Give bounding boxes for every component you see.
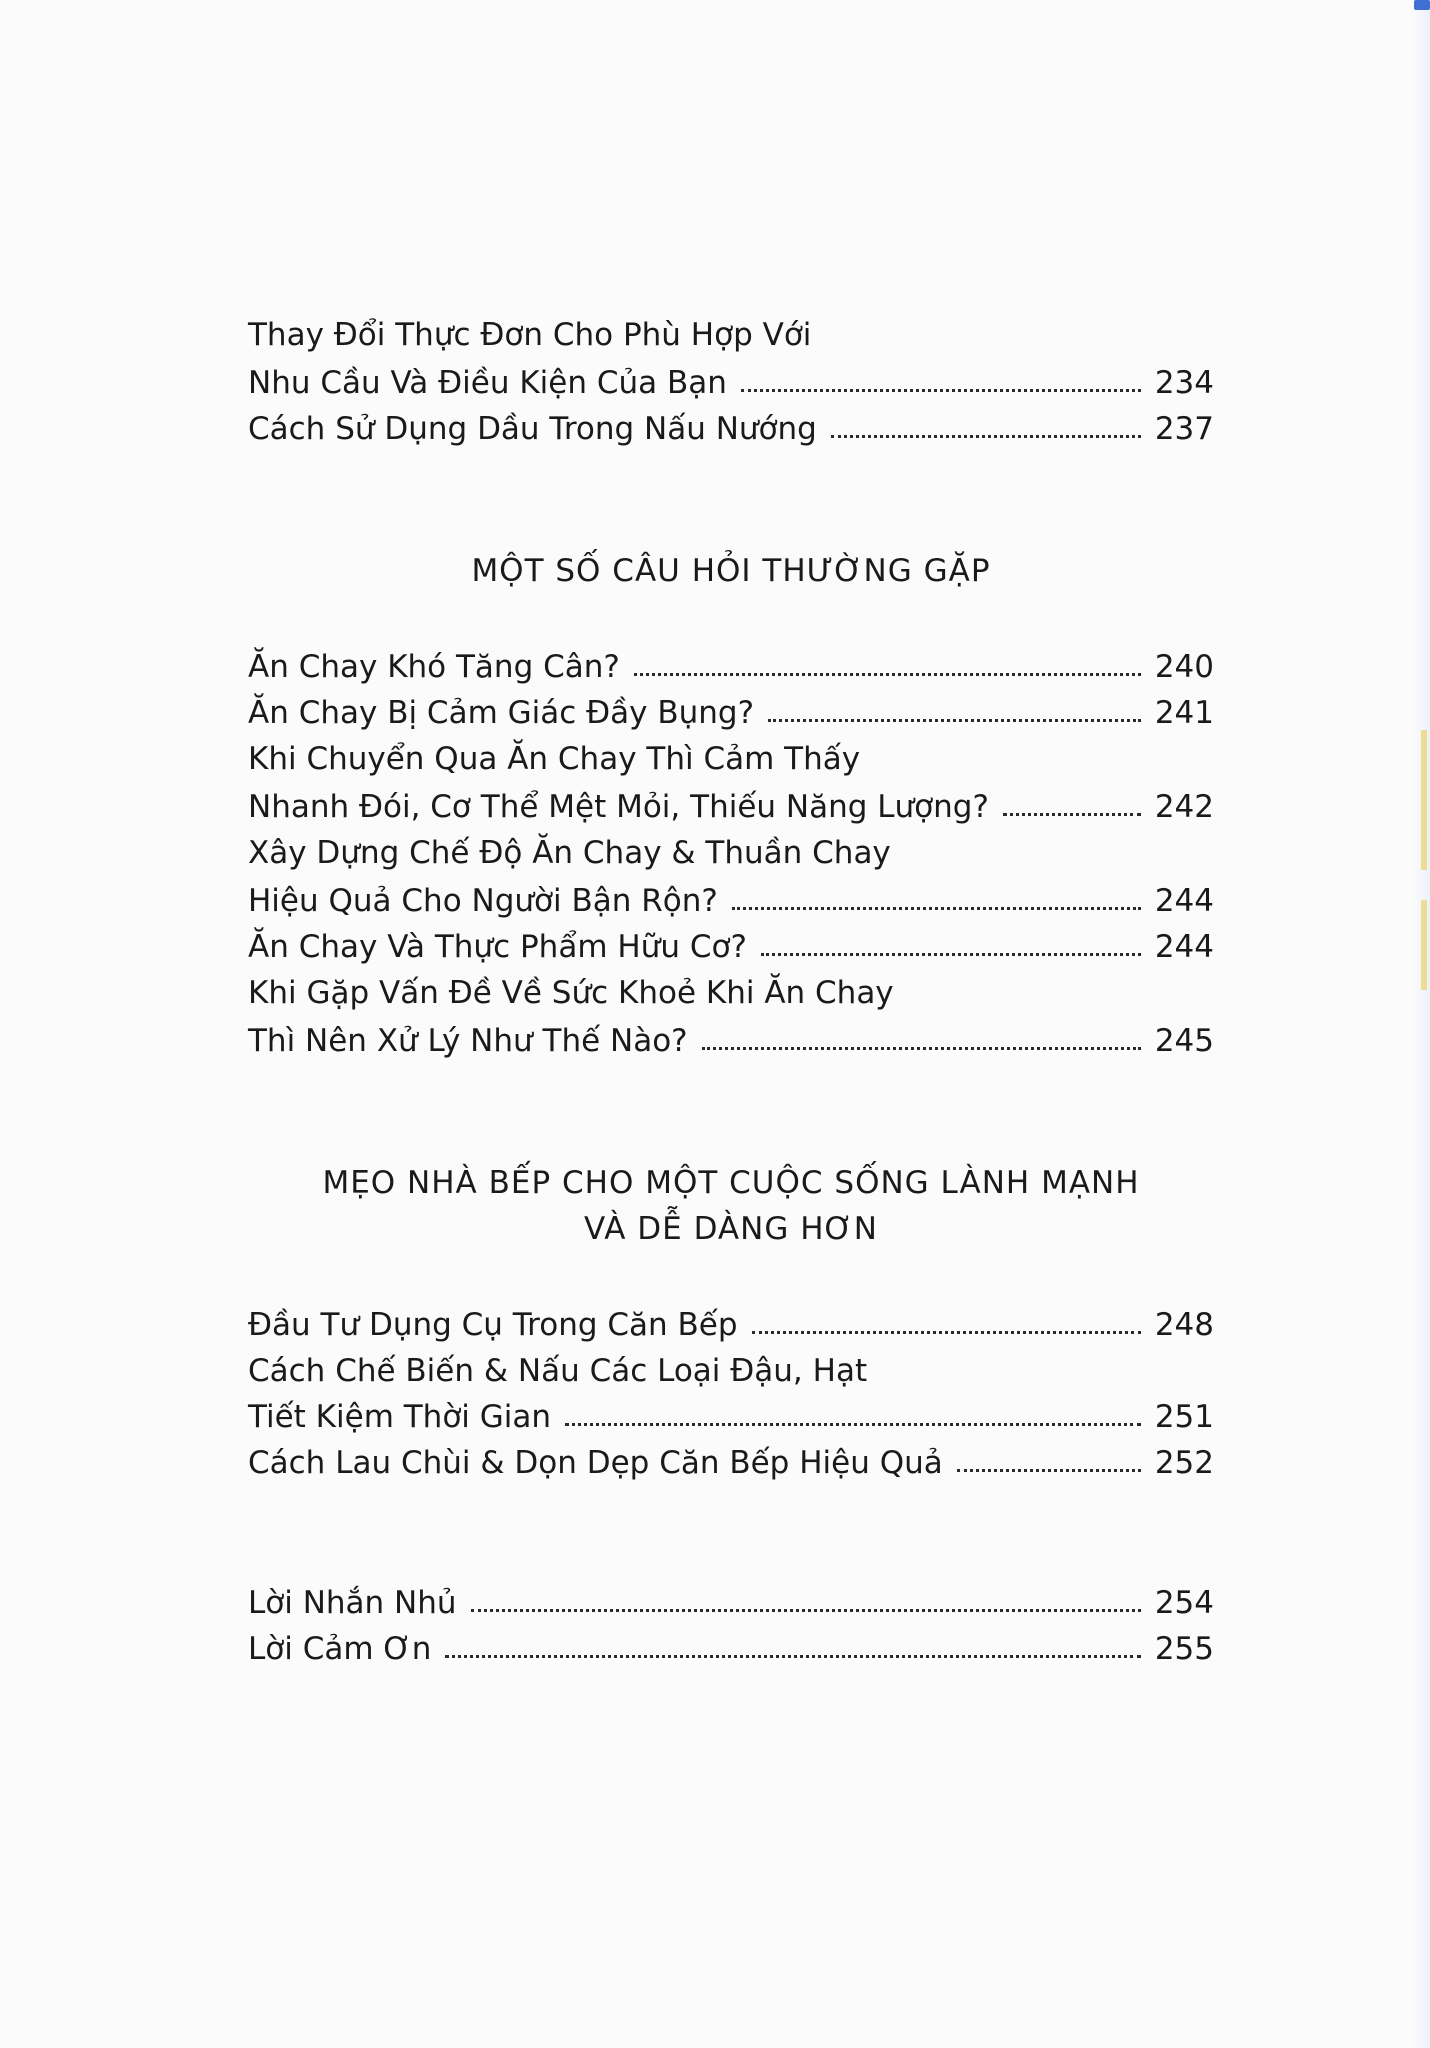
toc-entry-title: Đầu Tư Dụng Cụ Trong Căn Bếp (248, 1307, 738, 1343)
dot-leader (831, 435, 1141, 438)
toc-entry-title: Ăn Chay Và Thực Phẩm Hữu Cơ? (248, 929, 747, 965)
toc-entry-line (248, 830, 1214, 876)
dot-leader (768, 719, 1141, 722)
toc-entry-title: Lời Nhắn Nhủ (248, 1585, 457, 1621)
toc-entry-line (248, 1348, 1214, 1394)
dot-leader (732, 907, 1141, 910)
toc-entry[interactable] (248, 406, 1214, 452)
dot-leader (957, 1469, 1141, 1472)
toc-entry-title: Hiệu Quả Cho Người Bận Rộn? (248, 883, 718, 919)
page-edge-mark (1421, 900, 1427, 990)
toc-page-number: 242 (1154, 789, 1214, 825)
toc-page-number: 237 (1154, 411, 1214, 447)
toc-entry-title: Nhanh Đói, Cơ Thể Mệt Mỏi, Thiếu Năng Lượng? (248, 789, 989, 825)
toc-page-number: 240 (1154, 649, 1214, 685)
dot-leader (445, 1655, 1140, 1658)
toc-entry-title: Khi Chuyển Qua Ăn Chay Thì Cảm Thấy (248, 741, 861, 777)
toc-entry[interactable] (248, 878, 1214, 924)
toc-entry-line (248, 970, 1214, 1016)
toc-entry-title: Thay Đổi Thực Đơn Cho Phù Hợp Với (248, 317, 812, 353)
toc-page-number: 255 (1154, 1631, 1214, 1667)
toc-entry[interactable] (248, 1394, 1214, 1440)
toc-entry-title: Cách Lau Chùi & Dọn Dẹp Căn Bếp Hiệu Quả (248, 1445, 943, 1481)
toc-entry-title: Nhu Cầu Và Điều Kiện Của Bạn (248, 365, 727, 401)
toc-entry[interactable] (248, 784, 1214, 830)
toc-page-number: 244 (1154, 883, 1214, 919)
toc-entry[interactable] (248, 1440, 1214, 1486)
toc-page-number: 244 (1154, 929, 1214, 965)
toc-entry-title: Khi Gặp Vấn Đề Về Sức Khoẻ Khi Ăn Chay (248, 975, 894, 1011)
dot-leader (634, 673, 1141, 676)
toc-entry[interactable] (248, 644, 1214, 690)
toc-entry-title: Lời Cảm Ơn (248, 1631, 432, 1667)
toc-entry[interactable] (248, 1018, 1214, 1064)
toc-entry-title: Cách Chế Biến & Nấu Các Loại Đậu, Hạt (248, 1353, 868, 1389)
toc-entry-title: Tiết Kiệm Thời Gian (248, 1399, 552, 1435)
section-heading: MẸO NHÀ BẾP CHO MỘT CUỘC SỐNG LÀNH MẠNH (322, 1165, 1140, 1201)
toc-entry-title: Thì Nên Xử Lý Như Thế Nào? (248, 1023, 688, 1059)
toc-entry-title: Ăn Chay Khó Tăng Cân? (248, 649, 620, 685)
toc-entry[interactable] (248, 690, 1214, 736)
section-heading: VÀ DỄ DÀNG HƠN (584, 1211, 878, 1247)
toc-entry[interactable] (248, 924, 1214, 970)
page-edge-mark (1414, 0, 1430, 10)
toc-entry-title: Xây Dựng Chế Độ Ăn Chay & Thuần Chay (248, 835, 891, 871)
toc-entry[interactable] (248, 1302, 1214, 1348)
toc-entry[interactable] (248, 1580, 1214, 1626)
toc-entry[interactable] (248, 360, 1214, 406)
toc-entry-title: Cách Sử Dụng Dầu Trong Nấu Nướng (248, 411, 817, 447)
dot-leader (565, 1423, 1141, 1426)
dot-leader (471, 1609, 1141, 1612)
toc-page-number: 248 (1154, 1307, 1214, 1343)
toc-entry-line (248, 312, 1214, 358)
section-heading: MỘT SỐ CÂU HỎI THƯỜNG GẶP (471, 553, 991, 589)
toc-entry-title: Ăn Chay Bị Cảm Giác Đầy Bụng? (248, 695, 755, 731)
page-edge-shadow (1412, 0, 1430, 2048)
toc-page-number: 251 (1154, 1399, 1214, 1435)
dot-leader (1003, 813, 1141, 816)
toc-page-number: 234 (1154, 365, 1214, 401)
toc-entry-line (248, 736, 1214, 782)
dot-leader (761, 953, 1141, 956)
toc-page-number: 245 (1154, 1023, 1214, 1059)
dot-leader (752, 1331, 1141, 1334)
dot-leader (741, 389, 1141, 392)
toc-page-number: 252 (1154, 1445, 1214, 1481)
toc-page-number: 254 (1154, 1585, 1214, 1621)
toc-entry[interactable] (248, 1626, 1214, 1672)
page-edge-mark (1421, 730, 1427, 870)
dot-leader (702, 1047, 1141, 1050)
toc-page-number: 241 (1154, 695, 1214, 731)
